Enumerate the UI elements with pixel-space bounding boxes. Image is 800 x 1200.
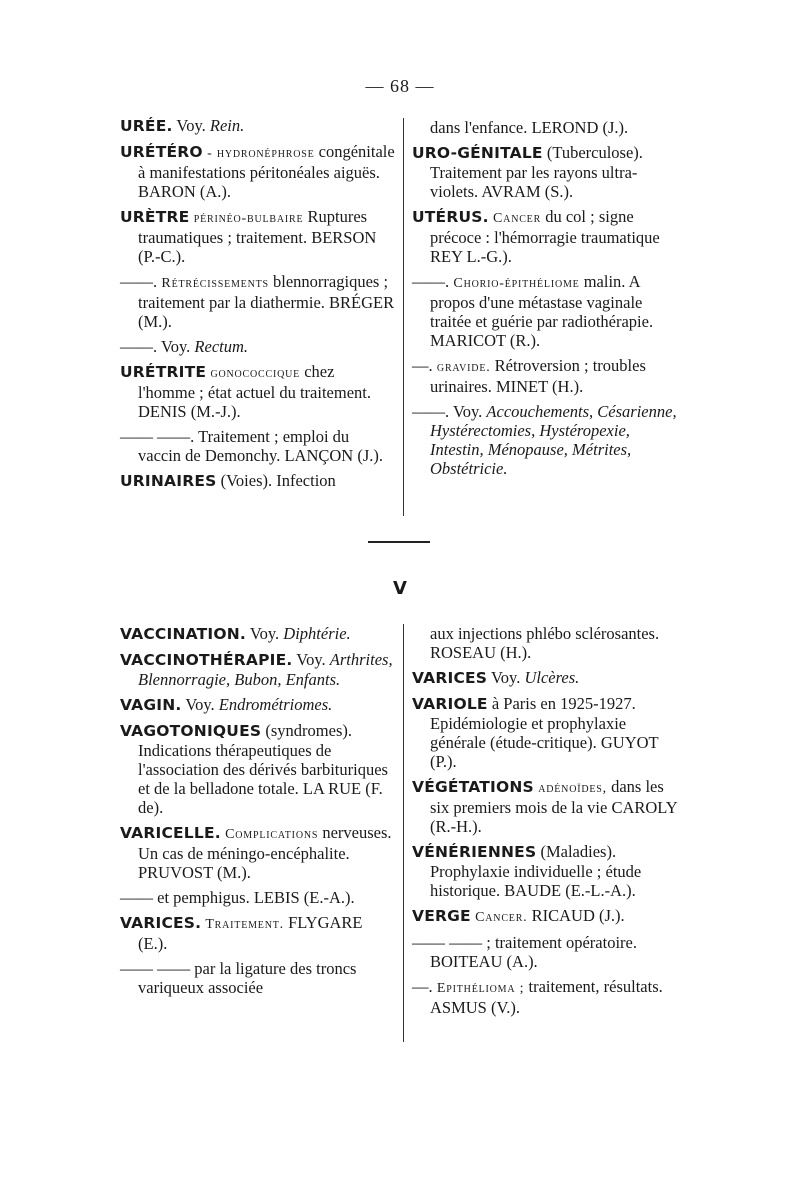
index-entry [412, 906, 684, 927]
entry-text: aux injections phlébo sclérosantes. ROSEAU (H.). [430, 624, 660, 662]
entry-dash: —. [412, 977, 433, 996]
entry-headword: VARICELLE. [120, 824, 221, 842]
index-entry [412, 977, 684, 1017]
entry-crossref: Ulcères. [524, 668, 580, 687]
entry-headword: URÈTRE [120, 208, 190, 226]
entry-dash: —— —— [120, 959, 191, 978]
index-column-bottom-left [120, 624, 395, 1003]
column-divider-bottom [403, 624, 404, 1042]
entry-text: Voy. [449, 402, 487, 421]
entry-headword: URINAIRES [120, 472, 217, 490]
index-entry [120, 362, 395, 421]
entry-subheading: gravide. [432, 360, 491, 375]
page-number: — 68 — [365, 76, 435, 96]
entry-headword: VERGE [412, 907, 471, 925]
entry-text: malin. A propos d'une métastase vaginale traitée et guérie par radiothérapie. MARICOT (R.). [430, 272, 654, 350]
index-entry-continuation [412, 624, 684, 662]
entry-subheading: Traitement. [201, 917, 284, 932]
index-entry [120, 624, 395, 644]
entry-dash: —— ——. [120, 427, 195, 446]
index-entry [412, 207, 684, 266]
entry-subheading: gonococcique [206, 366, 301, 381]
entry-text: blennorragiques ; traitement par la diathermie. BRÉGER (M.). [138, 272, 395, 331]
entry-dash: ——. [412, 272, 450, 291]
index-entry [120, 823, 395, 882]
entry-headword: VACCINOTHÉRAPIE. [120, 651, 293, 669]
entry-headword: UTÉRUS. [412, 208, 489, 226]
index-entry [120, 272, 395, 331]
entry-text: dans les six premiers mois de la vie CAROLY (R.-H.). [430, 777, 678, 836]
entry-text: et pemphigus. LEBIS (E.-A.). [153, 888, 355, 907]
entry-crossref: Accouchements, Césarienne, Hystérectomies, Hystéropexie, Intestin, Ménopause, Métrites, Obstétricie. [430, 402, 677, 478]
entry-headword: VAGIN. [120, 696, 182, 714]
index-entry [120, 427, 395, 465]
index-entry [412, 143, 684, 201]
index-column-top-right [412, 118, 684, 484]
entry-dash: ——. [412, 402, 450, 421]
index-entry [412, 777, 684, 836]
entry-text: traitement, résultats. ASMUS (V.). [430, 977, 663, 1017]
entry-text: dans l'enfance. LEROND (J.). [430, 118, 629, 137]
index-entry [120, 888, 395, 907]
entry-text: ; traitement opératoire. BOITEAU (A.). [430, 933, 637, 971]
entry-subheading: périnéo-bulbaire [189, 211, 304, 226]
entry-text: FLYGARE (E.). [138, 913, 363, 953]
entry-text: (Tuberculose). Traitement par les rayons ultra-violets. AVRAM (S.). [430, 143, 643, 201]
entry-text: Rétroversion ; troubles urinaires. MINET (H.). [430, 356, 646, 396]
entry-text: nerveuses. Un cas de méningo-encéphalite. PRUVOST (M.). [138, 823, 392, 882]
entry-text: Traitement ; emploi du vaccin de Demonchy. LANÇON (J.). [138, 427, 383, 465]
entry-subheading: Cancer. [470, 910, 528, 925]
entry-text: (Maladies). Prophylaxie individuelle ; étude historique. BAUDE (E.-L.-A.). [430, 842, 642, 900]
entry-dash: ——. [120, 337, 158, 356]
entry-text: (Voies). Infection [216, 471, 336, 490]
entry-text: Voy. [487, 668, 525, 687]
entry-crossref: Arthrites, Blennorragie, Bubon, Enfants. [138, 650, 393, 689]
index-entry [412, 668, 684, 688]
index-entry-continuation [412, 118, 684, 137]
index-entry [120, 337, 395, 356]
entry-dash: —— —— [412, 933, 483, 952]
entry-text: Voy. [157, 337, 195, 356]
entry-headword: VARICES. [120, 914, 202, 932]
section-letter: V [393, 578, 407, 599]
entry-text: Voy. [246, 624, 284, 643]
entry-headword: VÉNÉRIENNES [412, 843, 537, 861]
entry-headword: VÉGÉTATIONS [412, 778, 534, 796]
entry-text: (syndromes). Indications thérapeutiques de l'association des dérivés barbituriques et de la belladone totale. LA RUE (F. de). [138, 721, 388, 817]
entry-subheading: adénoïdes, [533, 781, 607, 796]
section-separator-rule [368, 541, 430, 543]
index-entry [120, 207, 395, 266]
column-divider-top [403, 118, 404, 516]
entry-subheading: - hydronéphrose [202, 146, 315, 161]
entry-text: RICAUD (J.). [527, 906, 625, 925]
entry-headword: URÉE. [120, 117, 173, 135]
index-entry [120, 471, 395, 491]
entry-text: congénitale à manifestations péritonéales aiguës. BARON (A.). [138, 142, 395, 201]
entry-crossref: Rectum. [194, 337, 249, 356]
entry-headword: VACCINATION. [120, 625, 246, 643]
index-entry [120, 142, 395, 201]
index-entry [412, 842, 684, 900]
entry-subheading: Rétrécissements [157, 276, 269, 291]
entry-headword: URÉTRITE [120, 363, 207, 381]
index-entry [120, 913, 395, 953]
entry-headword: VARIOLE [412, 695, 488, 713]
entry-text: chez l'homme ; état actuel du traitement. DENIS (M.-J.). [138, 362, 371, 421]
index-entry [120, 721, 395, 817]
entry-dash: —— [120, 888, 153, 907]
index-entry [412, 402, 684, 478]
entry-text: Ruptures traumatiques ; traitement. BERSON (P.-C.). [138, 207, 377, 266]
entry-text: Voy. [181, 695, 219, 714]
entry-text: Voy. [292, 650, 330, 669]
index-entry [412, 356, 684, 396]
index-entry [412, 694, 684, 771]
index-column-bottom-right [412, 624, 684, 1023]
entry-headword: URO-GÉNITALE [412, 144, 543, 162]
entry-subheading: Epithélioma ; [432, 981, 525, 996]
index-entry [120, 650, 395, 689]
index-column-top-left [120, 116, 395, 497]
entry-text: Voy. [172, 116, 210, 135]
entry-dash: —. [412, 356, 433, 375]
index-entry [120, 116, 395, 136]
entry-dash: ——. [120, 272, 158, 291]
entry-text: du col ; signe précoce : l'hémorragie traumatique REY L.-G.). [430, 207, 660, 266]
entry-headword: VAGOTONIQUES [120, 722, 262, 740]
index-entry [120, 695, 395, 715]
entry-crossref: Diphtérie. [283, 624, 351, 643]
entry-subheading: Complications [220, 827, 319, 842]
entry-headword: VARICES [412, 669, 488, 687]
entry-subheading: Cancer [488, 211, 542, 226]
entry-subheading: Chorio-épithéliome [449, 276, 580, 291]
entry-headword: URÉTÉRO [120, 143, 203, 161]
index-entry [412, 272, 684, 350]
entry-text: à Paris en 1925-1927. Epidémiologie et prophylaxie générale (étude-critique). GUYOT (P.). [430, 694, 659, 771]
entry-text: par la ligature des troncs variqueux associée [138, 959, 357, 997]
entry-crossref: Rein. [209, 116, 245, 135]
index-entry [412, 933, 684, 971]
index-entry [120, 959, 395, 997]
entry-crossref: Endrométriomes. [218, 695, 333, 714]
